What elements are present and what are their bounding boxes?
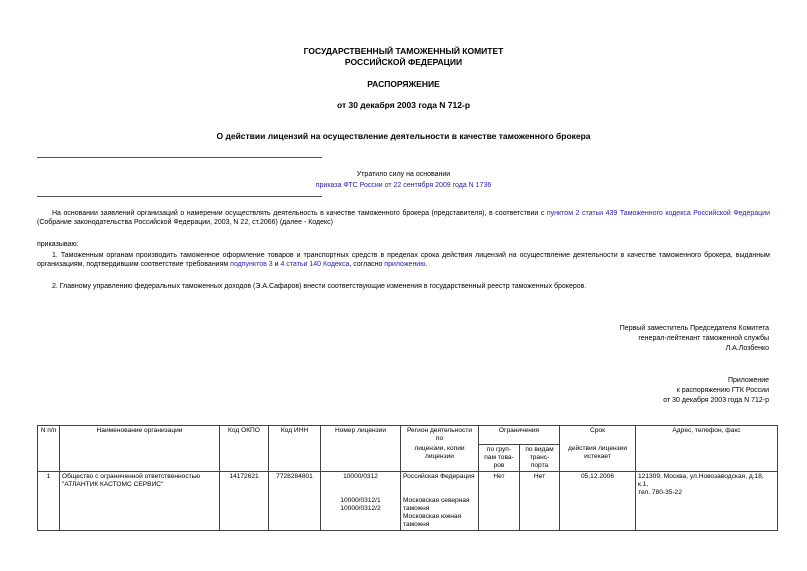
col-inn: Код ИНН <box>269 426 321 472</box>
col-address: Адрес, телефон, факс <box>636 426 778 472</box>
col-num: N п/п <box>38 426 60 472</box>
signature-line1: Первый заместитель Председателя Комитета <box>619 325 769 332</box>
address-text: 121309, Москва, ул.Новозаводская, д.18, к.1, <box>638 472 764 488</box>
col-region-sub: лицензии, копии лицензии <box>401 444 479 471</box>
row-num: 1 <box>38 471 60 530</box>
col-term-sub: действия лицензии истекает <box>560 444 636 471</box>
divider-bottom <box>37 196 322 197</box>
row-transport: Нет <box>520 471 560 530</box>
row-license <box>321 471 401 530</box>
license-copy-2: 10000/0312/2 <box>340 504 381 512</box>
table-header-row <box>38 426 778 445</box>
col-name: Наименование организации <box>60 426 220 472</box>
license-table <box>37 425 778 531</box>
org-name-line2: РОССИЙСКОЙ ФЕДЕРАЦИИ <box>344 57 463 67</box>
doc-subject: О действии лицензий на осуществление деятельности в качестве таможенного брокера <box>216 131 591 141</box>
appendix-link[interactable]: приложению <box>384 261 426 268</box>
p1-mid: и <box>272 261 281 268</box>
license-main: 10000/0312 <box>343 472 378 480</box>
doc-date: от 30 декабря 2003 года N 712-р <box>336 100 471 110</box>
row-term: 05.12.2006 <box>560 471 636 530</box>
customs-code-link[interactable]: пунктом 2 статьи 439 Таможенного кодекса Российской Федерации <box>546 210 770 217</box>
repeal-notice-text: Утратило силу на основании <box>356 171 451 178</box>
p1-text: 1. Таможенным органам производить таможенное оформление товаров и транспортных средств в пределах срока действия лицензий на осуществление деятельности в качестве таможенного брокера, выданным организациям, подтвердившим соответствие требованиям <box>37 252 770 268</box>
preamble-text-end: (Собрание законодательства Российской Федерации, 2003, N 22, ст.2066) (далее - Кодекс) <box>37 219 333 226</box>
p1-mid2: , согласно <box>349 261 385 268</box>
p1-end: . <box>425 261 428 268</box>
col-license: Номер лицензии <box>321 426 401 472</box>
row-okpo: 14172621 <box>220 471 269 530</box>
preamble <box>37 209 770 227</box>
col-limits: Ограничения <box>479 426 560 445</box>
region-copy-1: Московская северная таможня <box>403 496 470 512</box>
region-main: Российская Федерация <box>403 472 475 480</box>
repeal-notice <box>250 181 557 190</box>
col-by-transport: по видам транс- порта <box>520 444 560 471</box>
preamble-text: На основании заявлений организаций о намерении осуществлять деятельность в качестве таможенного брокера (представителя), в соответствии с <box>52 210 547 217</box>
appendix-line3: от 30 декабря 2003 года N 712-р <box>663 397 769 404</box>
signature-line2: генерал-лейтенант таможенной службы <box>638 335 769 342</box>
row-name: Общество с ограниченной ответственностью "АТЛАНТИК КАСТОМС СЕРВИС" <box>60 471 220 530</box>
org-name-line1: ГОСУДАРСТВЕННЫЙ ТАМОЖЕННЫЙ КОМИТЕТ <box>303 46 504 56</box>
subpoint-3-link[interactable]: подпунктов 3 <box>230 261 273 268</box>
paragraph-1 <box>37 251 770 269</box>
col-by-goods: по груп- пам това- ров <box>479 444 520 471</box>
col-term: Срок <box>560 426 636 445</box>
article-140-link[interactable]: 4 статьи 140 Кодекса <box>280 261 350 268</box>
table-row <box>38 471 778 530</box>
col-okpo: Код ОКПО <box>220 426 269 472</box>
signature-name: Л.А.Лозбенко <box>725 345 769 352</box>
appendix-line2: к распоряжению ГТК России <box>676 387 769 394</box>
row-address <box>636 471 778 530</box>
row-inn: 7728284801 <box>269 471 321 530</box>
repeal-order-link[interactable]: приказа ФТС России от 22 сентября 2009 года N 1736 <box>315 182 492 189</box>
doc-type: РАСПОРЯЖЕНИЕ <box>367 79 440 89</box>
order-word: приказываю: <box>37 241 79 248</box>
divider-top <box>37 157 322 158</box>
paragraph-2: 2. Главному управлению федеральных таможенных доходов (Э.А.Сафаров) внести соответствующие изменения в государственный реестр таможенных брокеров. <box>52 283 587 290</box>
region-copy-2: Московская южная таможня <box>403 512 462 528</box>
row-goods: Нет <box>479 471 520 530</box>
col-region: Регион деятельности по <box>401 426 479 445</box>
appendix-line1: Приложение <box>727 377 769 384</box>
license-copy-1: 10000/0312/1 <box>340 496 381 504</box>
row-region <box>401 471 479 530</box>
phone-text: тел. 780-35-22 <box>638 488 682 496</box>
